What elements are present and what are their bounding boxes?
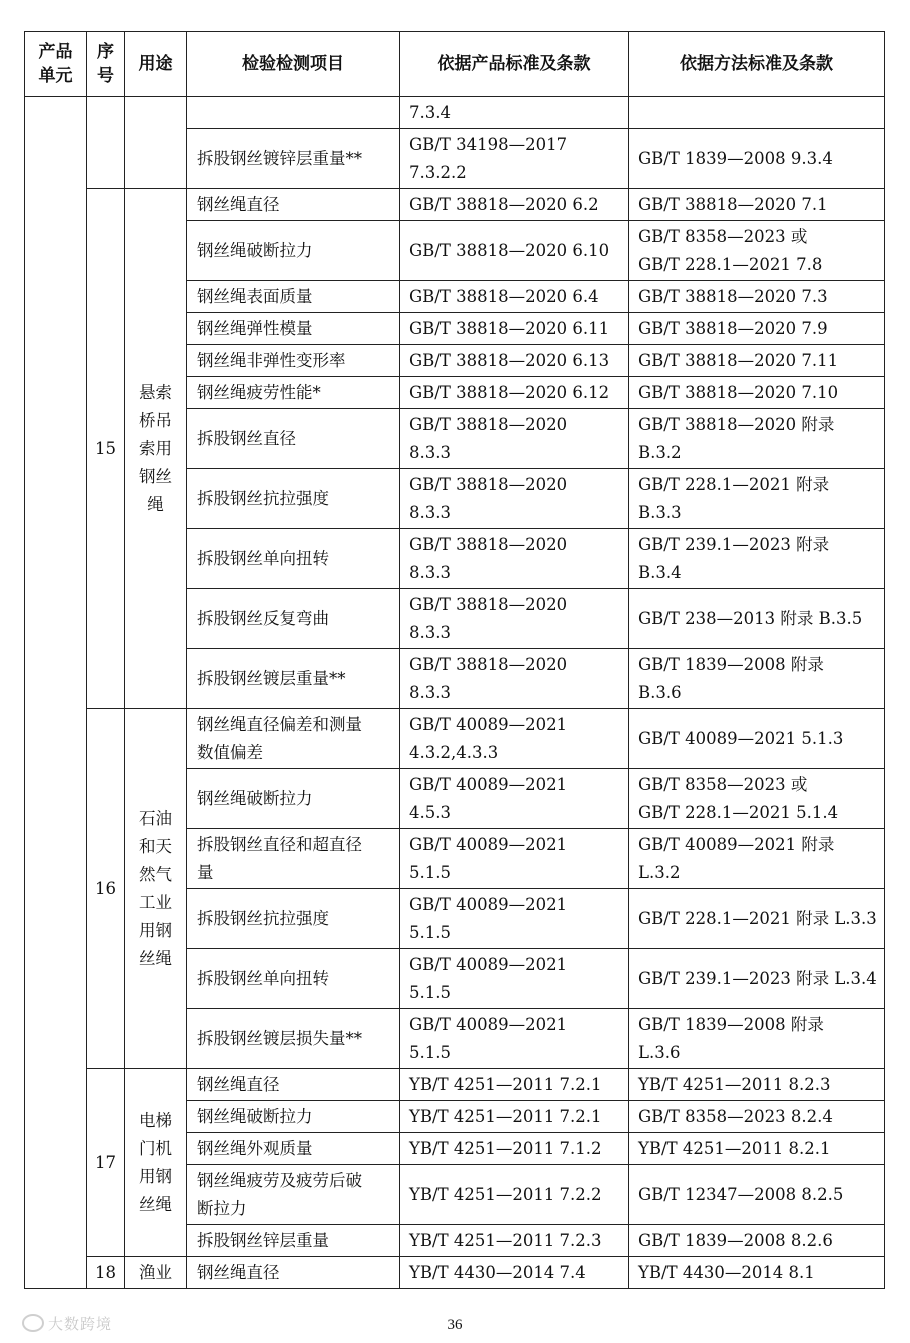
- product-standard-cell: YB/T 4251—2011 7.2.2: [400, 1165, 629, 1225]
- product-standard-cell: GB/T 40089—2021 4.3.2,4.3.3: [400, 709, 629, 769]
- method-standard-cell: YB/T 4251—2011 8.2.1: [629, 1133, 885, 1165]
- product-standard-cell: GB/T 38818—2020 6.13: [400, 345, 629, 377]
- use-cell: 电梯 门机 用钢 丝绳: [125, 1069, 187, 1257]
- product-standard-cell: YB/T 4251—2011 7.1.2: [400, 1133, 629, 1165]
- seq-cell: 16: [87, 709, 125, 1069]
- test-item-cell: 拆股钢丝单向扭转: [187, 949, 400, 1009]
- test-item-cell: 钢丝绳表面质量: [187, 281, 400, 313]
- table-row: [25, 709, 885, 769]
- method-standard-cell: GB/T 8358—2023 8.2.4: [629, 1101, 885, 1133]
- seq-cell: 18: [87, 1257, 125, 1289]
- test-item-cell: 钢丝绳非弹性变形率: [187, 345, 400, 377]
- method-standard-cell: GB/T 239.1—2023 附录 L.3.4: [629, 949, 885, 1009]
- product-standard-cell: GB/T 38818—2020 6.2: [400, 189, 629, 221]
- product-standard-cell: YB/T 4251—2011 7.2.1: [400, 1101, 629, 1133]
- method-standard-cell: YB/T 4430—2014 8.1: [629, 1257, 885, 1289]
- test-item-cell: 钢丝绳直径偏差和测量 数值偏差: [187, 709, 400, 769]
- method-standard-cell: GB/T 228.1—2021 附录 L.3.3: [629, 889, 885, 949]
- page-number: 36: [447, 1317, 463, 1333]
- product-standard-cell: GB/T 38818—2020 6.10: [400, 221, 629, 281]
- product-standard-cell: GB/T 38818—2020 6.12: [400, 377, 629, 409]
- test-item-cell: 拆股钢丝抗拉强度: [187, 469, 400, 529]
- test-item-cell: 拆股钢丝抗拉强度: [187, 889, 400, 949]
- test-item-cell: 拆股钢丝反复弯曲: [187, 589, 400, 649]
- method-standard-cell: GB/T 38818—2020 7.1: [629, 189, 885, 221]
- header-seq: 序 号: [87, 32, 125, 97]
- test-item-cell: 钢丝绳直径: [187, 189, 400, 221]
- method-standard-cell: GB/T 38818—2020 7.3: [629, 281, 885, 313]
- header-method-standard: 依据方法标准及条款: [629, 32, 885, 97]
- table-header-row: [25, 32, 885, 97]
- product-standard-cell: GB/T 38818—2020 6.11: [400, 313, 629, 345]
- use-cell: [125, 97, 187, 189]
- product-standard-cell: GB/T 38818—2020 8.3.3: [400, 409, 629, 469]
- product-standard-cell: GB/T 40089—2021 5.1.5: [400, 829, 629, 889]
- header-product-standard: 依据产品标准及条款: [400, 32, 629, 97]
- product-unit-cell: [25, 97, 87, 1289]
- test-item-cell: 拆股钢丝单向扭转: [187, 529, 400, 589]
- use-cell: 渔业: [125, 1257, 187, 1289]
- seq-cell: 15: [87, 189, 125, 709]
- standards-table: [24, 31, 885, 1289]
- header-use: 用途: [125, 32, 187, 97]
- method-standard-cell: YB/T 4251—2011 8.2.3: [629, 1069, 885, 1101]
- product-standard-cell: GB/T 40089—2021 4.5.3: [400, 769, 629, 829]
- method-standard-cell: GB/T 38818—2020 7.11: [629, 345, 885, 377]
- method-standard-cell: GB/T 228.1—2021 附录 B.3.3: [629, 469, 885, 529]
- product-standard-cell: GB/T 40089—2021 5.1.5: [400, 889, 629, 949]
- test-item-cell: 钢丝绳弹性模量: [187, 313, 400, 345]
- test-item-cell: [187, 97, 400, 129]
- product-standard-cell: GB/T 38818—2020 8.3.3: [400, 469, 629, 529]
- test-item-cell: 拆股钢丝锌层重量: [187, 1225, 400, 1257]
- method-standard-cell: GB/T 38818—2020 附录 B.3.2: [629, 409, 885, 469]
- test-item-cell: 拆股钢丝直径: [187, 409, 400, 469]
- product-standard-cell: YB/T 4251—2011 7.2.3: [400, 1225, 629, 1257]
- test-item-cell: 钢丝绳破断拉力: [187, 1101, 400, 1133]
- product-standard-cell: GB/T 38818—2020 8.3.3: [400, 649, 629, 709]
- method-standard-cell: GB/T 1839—2008 9.3.4: [629, 129, 885, 189]
- table-row: [25, 1257, 885, 1289]
- use-cell: 石油 和天 然气 工业 用钢 丝绳: [125, 709, 187, 1069]
- product-standard-cell: GB/T 38818—2020 8.3.3: [400, 589, 629, 649]
- product-standard-cell: GB/T 34198—2017 7.3.2.2: [400, 129, 629, 189]
- method-standard-cell: GB/T 1839—2008 8.2.6: [629, 1225, 885, 1257]
- header-product-unit: 产品 单元: [25, 32, 87, 97]
- test-item-cell: 钢丝绳破断拉力: [187, 221, 400, 281]
- table-row: [25, 189, 885, 221]
- method-standard-cell: GB/T 38818—2020 7.10: [629, 377, 885, 409]
- seq-cell: 17: [87, 1069, 125, 1257]
- product-standard-cell: GB/T 38818—2020 6.4: [400, 281, 629, 313]
- method-standard-cell: GB/T 38818—2020 7.9: [629, 313, 885, 345]
- method-standard-cell: GB/T 239.1—2023 附录 B.3.4: [629, 529, 885, 589]
- test-item-cell: 钢丝绳直径: [187, 1257, 400, 1289]
- method-standard-cell: GB/T 8358—2023 或 GB/T 228.1—2021 5.1.4: [629, 769, 885, 829]
- test-item-cell: 拆股钢丝直径和超直径 量: [187, 829, 400, 889]
- method-standard-cell: GB/T 8358—2023 或 GB/T 228.1—2021 7.8: [629, 221, 885, 281]
- test-item-cell: 钢丝绳直径: [187, 1069, 400, 1101]
- test-item-cell: 拆股钢丝镀层损失量**: [187, 1009, 400, 1069]
- test-item-cell: 钢丝绳疲劳性能*: [187, 377, 400, 409]
- method-standard-cell: GB/T 1839—2008 附录 B.3.6: [629, 649, 885, 709]
- product-standard-cell: YB/T 4251—2011 7.2.1: [400, 1069, 629, 1101]
- product-standard-cell: GB/T 38818—2020 8.3.3: [400, 529, 629, 589]
- method-standard-cell: GB/T 238—2013 附录 B.3.5: [629, 589, 885, 649]
- method-standard-cell: GB/T 1839—2008 附录 L.3.6: [629, 1009, 885, 1069]
- test-item-cell: 钢丝绳外观质量: [187, 1133, 400, 1165]
- method-standard-cell: GB/T 40089—2021 5.1.3: [629, 709, 885, 769]
- product-standard-cell: GB/T 40089—2021 5.1.5: [400, 1009, 629, 1069]
- product-standard-cell: 7.3.4: [400, 97, 629, 129]
- seq-cell: [87, 97, 125, 189]
- test-item-cell: 钢丝绳疲劳及疲劳后破 断拉力: [187, 1165, 400, 1225]
- product-standard-cell: GB/T 40089—2021 5.1.5: [400, 949, 629, 1009]
- table-row: [25, 97, 885, 129]
- method-standard-cell: GB/T 40089—2021 附录 L.3.2: [629, 829, 885, 889]
- product-standard-cell: YB/T 4430—2014 7.4: [400, 1257, 629, 1289]
- test-item-cell: 拆股钢丝镀层重量**: [187, 649, 400, 709]
- method-standard-cell: [629, 97, 885, 129]
- test-item-cell: 钢丝绳破断拉力: [187, 769, 400, 829]
- test-item-cell: 拆股钢丝镀锌层重量**: [187, 129, 400, 189]
- table-row: [25, 1069, 885, 1101]
- method-standard-cell: GB/T 12347—2008 8.2.5: [629, 1165, 885, 1225]
- header-test-item: 检验检测项目: [187, 32, 400, 97]
- watermark-text: 大数跨境: [48, 1315, 113, 1333]
- use-cell: 悬索 桥吊 索用 钢丝 绳: [125, 189, 187, 709]
